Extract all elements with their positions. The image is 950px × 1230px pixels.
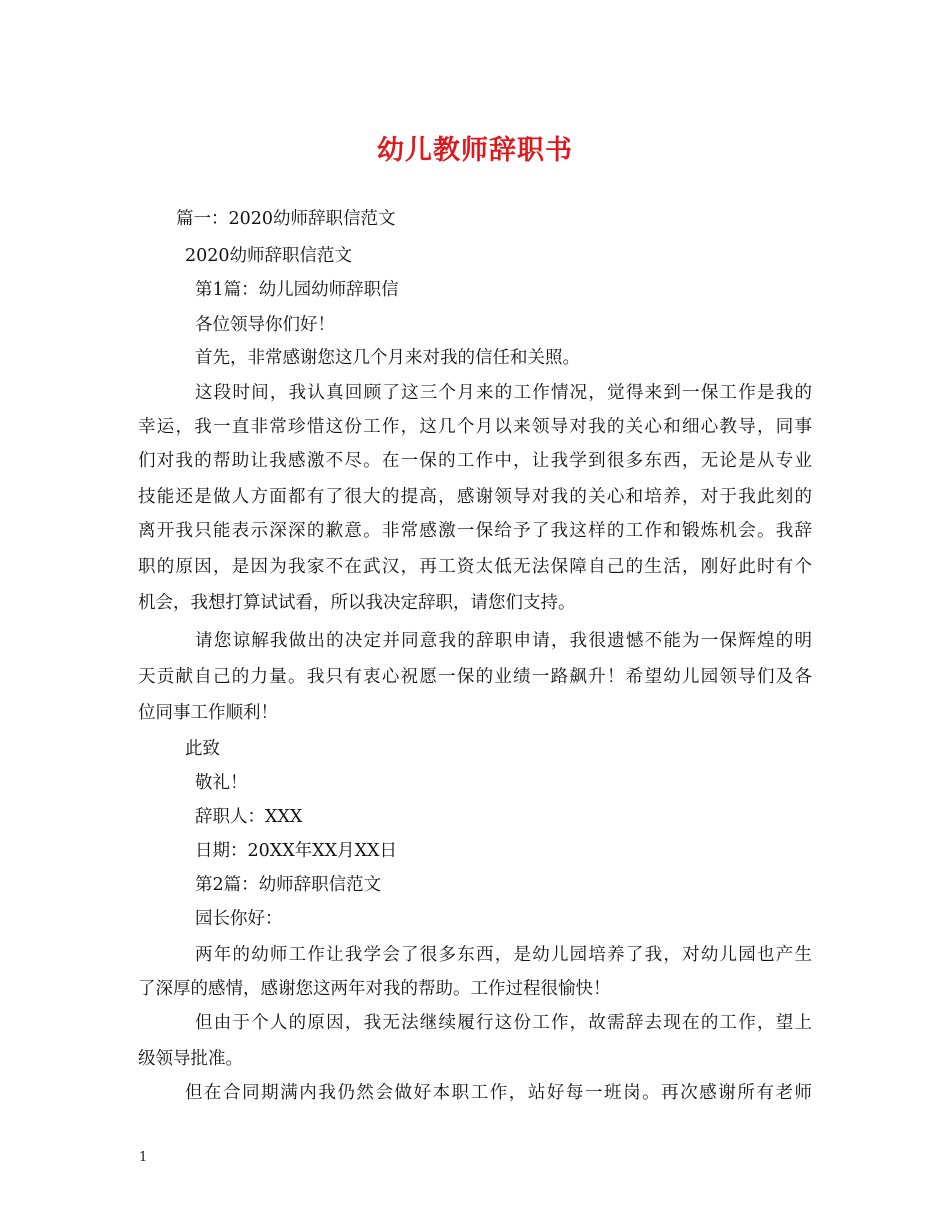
body-line: 幸运，我一直非常珍惜这份工作，这几个月以来领导对我的关心和细心教导，同事 <box>138 417 812 437</box>
body-line: 了深厚的感情，感谢您这两年对我的帮助。工作过程很愉快！ <box>138 979 611 999</box>
body-line: 但在合同期满内我仍然会做好本职工作，站好每一班岗。再次感谢所有老师 <box>185 1083 812 1103</box>
body-line: 请您谅解我做出的决定并同意我的辞职申请，我很遗憾不能为一保辉煌的明 <box>195 631 812 651</box>
body-line: 技能还是做人方面都有了很大的提高，感谢领导对我的关心和培养，对于我此刻的 <box>138 487 812 507</box>
body-line: 位同事工作顺利！ <box>138 703 278 723</box>
body-line: 但由于个人的原因，我无法继续履行这份工作，故需辞去现在的工作，望上 <box>195 1013 812 1033</box>
body-line: 园长你好： <box>195 909 283 929</box>
body-line: 天贡献自己的力量。我只有衷心祝愿一保的业绩一路飙升！希望幼儿园领导们及各 <box>138 667 812 687</box>
body-line: 2020幼师辞职信范文 <box>185 246 353 266</box>
body-line: 日期：20XX年XX月XX日 <box>195 841 398 861</box>
body-line: 第1篇：幼儿园幼师辞职信 <box>195 280 399 300</box>
body-line: 两年的幼师工作让我学会了很多东西，是幼儿园培养了我，对幼儿园也产生 <box>195 945 812 965</box>
body-line: 离开我只能表示深深的歉意。非常感激一保给予了我这样的工作和锻炼机会。我辞 <box>138 521 812 541</box>
body-line: 第2篇：幼师辞职信范文 <box>195 875 382 895</box>
body-line: 机会，我想打算试试看，所以我决定辞职，请您们支持。 <box>138 593 576 613</box>
body-line: 首先，非常感谢您这几个月来对我的信任和关照。 <box>195 348 580 368</box>
body-line: 各位领导你们好！ <box>195 315 335 335</box>
body-line: 这段时间，我认真回顾了这三个月来的工作情况，觉得来到一保工作是我的 <box>195 383 812 403</box>
body-line: 职的原因，是因为我家不在武汉，再工资太低无法保障自己的生活，刚好此时有个 <box>138 557 812 577</box>
body-line: 此致 <box>185 739 220 759</box>
body-line: 辞职人：XXX <box>195 807 303 827</box>
body-line: 们对我的帮助让我感激不尽。在一保的工作中，让我学到很多东西，无论是从专业 <box>138 451 812 471</box>
document-title: 幼儿教师辞职书 <box>377 135 573 166</box>
page-number: 1 <box>139 1150 148 1165</box>
body-line: 敬礼！ <box>195 773 248 793</box>
body-line: 级领导批准。 <box>138 1049 243 1069</box>
body-line: 篇一：2020幼师辞职信范文 <box>176 209 396 229</box>
